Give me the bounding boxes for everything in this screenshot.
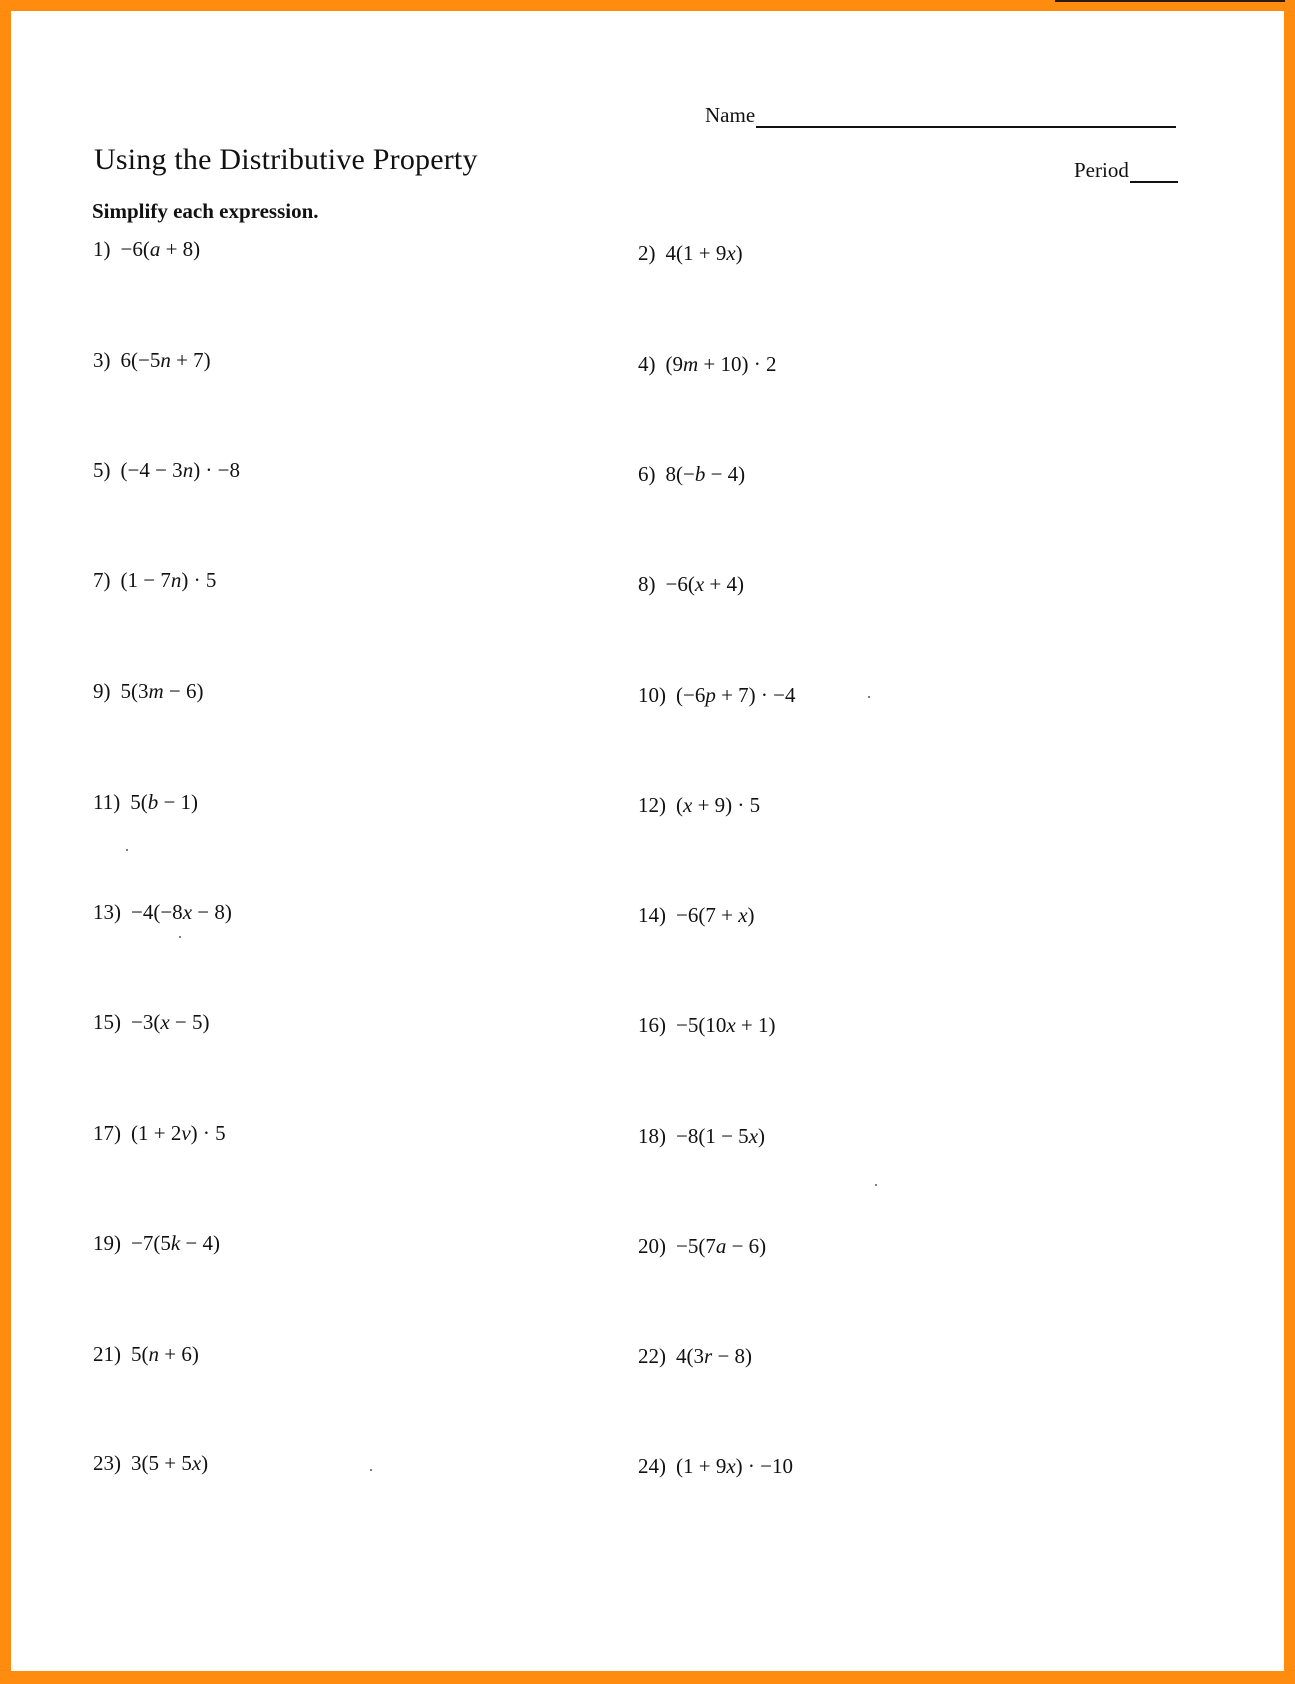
problem-number: 11) <box>93 790 121 814</box>
scan-speck <box>868 696 870 698</box>
problem-item <box>93 1231 220 1256</box>
problem-item <box>638 1344 752 1369</box>
problem-item <box>638 1234 766 1259</box>
problem-item <box>93 1121 226 1146</box>
problem-number: 9) <box>93 679 111 703</box>
scan-speck <box>126 849 128 851</box>
problem-item <box>638 1454 793 1479</box>
problem-number: 6) <box>638 462 656 486</box>
problem-number: 23) <box>93 1451 121 1475</box>
problem-expression: 5(b − 1) <box>130 790 199 814</box>
scan-speck <box>875 1184 877 1186</box>
scan-edge-line <box>1055 0 1285 2</box>
problem-item <box>93 1010 210 1035</box>
problem-number: 14) <box>638 903 666 927</box>
problem-expression: 5(3m − 6) <box>120 679 204 703</box>
problem-number: 20) <box>638 1234 666 1258</box>
name-blank-line[interactable] <box>756 106 1176 128</box>
problem-expression: −5(10x + 1) <box>676 1013 776 1037</box>
problem-number: 16) <box>638 1013 666 1037</box>
problem-item <box>93 348 211 373</box>
problem-expression: −6(a + 8) <box>120 237 201 261</box>
problem-item <box>93 1451 208 1476</box>
instructions: Simplify each expression. <box>92 199 319 223</box>
problem-item <box>93 568 216 593</box>
problem-number: 24) <box>638 1454 666 1478</box>
problem-item <box>638 241 743 266</box>
period-field[interactable] <box>1074 158 1178 183</box>
problem-expression: −8(1 − 5x) <box>676 1124 766 1148</box>
problem-expression: 4(3r − 8) <box>676 1344 753 1368</box>
problem-item <box>638 793 760 818</box>
problem-item <box>638 1124 765 1149</box>
problem-number: 15) <box>93 1010 121 1034</box>
problem-item <box>93 900 232 925</box>
problem-expression: (−6p + 7) · −4 <box>676 683 796 707</box>
problem-expression: 3(5 + 5x) <box>131 1451 209 1475</box>
problem-expression: −5(7a − 6) <box>676 1234 767 1258</box>
problem-item <box>638 903 755 928</box>
problem-expression: (1 + 2v) · 5 <box>131 1121 226 1145</box>
problem-item <box>638 462 745 487</box>
problem-item <box>93 790 198 815</box>
problem-number: 18) <box>638 1124 666 1148</box>
scan-speck <box>179 936 181 938</box>
problem-expression: −7(5k − 4) <box>131 1231 221 1255</box>
period-blank-line[interactable] <box>1130 161 1178 183</box>
problem-number: 21) <box>93 1342 121 1366</box>
worksheet-page <box>11 11 1284 1671</box>
problem-number: 4) <box>638 352 656 376</box>
problem-item <box>638 352 777 377</box>
problem-item <box>93 237 200 262</box>
problem-item <box>638 1013 776 1038</box>
problem-number: 8) <box>638 572 656 596</box>
problem-item <box>93 458 240 483</box>
problem-expression: −4(−8x − 8) <box>131 900 232 924</box>
problem-number: 10) <box>638 683 666 707</box>
problem-expression: (−4 − 3n) · −8 <box>120 458 241 482</box>
problem-expression: 6(−5n + 7) <box>120 348 211 372</box>
problem-expression: (9m + 10) · 2 <box>665 352 777 376</box>
problem-number: 7) <box>93 568 111 592</box>
problem-number: 2) <box>638 241 656 265</box>
name-field[interactable] <box>705 103 1176 128</box>
problem-number: 19) <box>93 1231 121 1255</box>
problem-item <box>93 1342 199 1367</box>
problem-number: 5) <box>93 458 111 482</box>
problem-number: 1) <box>93 237 111 261</box>
problem-expression: −3(x − 5) <box>131 1010 210 1034</box>
problem-number: 3) <box>93 348 111 372</box>
problem-expression: −6(7 + x) <box>676 903 755 927</box>
problem-expression: (1 − 7n) · 5 <box>120 568 217 592</box>
problem-expression: (1 + 9x) · −10 <box>676 1454 794 1478</box>
problem-expression: (x + 9) · 5 <box>676 793 761 817</box>
problem-item <box>93 679 204 704</box>
problem-number: 17) <box>93 1121 121 1145</box>
problem-expression: 5(n + 6) <box>131 1342 199 1366</box>
problem-number: 22) <box>638 1344 666 1368</box>
problem-expression: 4(1 + 9x) <box>665 241 743 265</box>
page-title: Using the Distributive Property <box>94 143 478 176</box>
scan-speck <box>370 1469 372 1471</box>
problem-number: 13) <box>93 900 121 924</box>
problem-item <box>638 572 744 597</box>
problem-expression: 8(−b − 4) <box>665 462 746 486</box>
period-label: Period <box>1074 158 1129 182</box>
problem-number: 12) <box>638 793 666 817</box>
problem-expression: −6(x + 4) <box>665 572 745 596</box>
problem-item <box>638 683 796 708</box>
name-label: Name <box>705 103 756 127</box>
